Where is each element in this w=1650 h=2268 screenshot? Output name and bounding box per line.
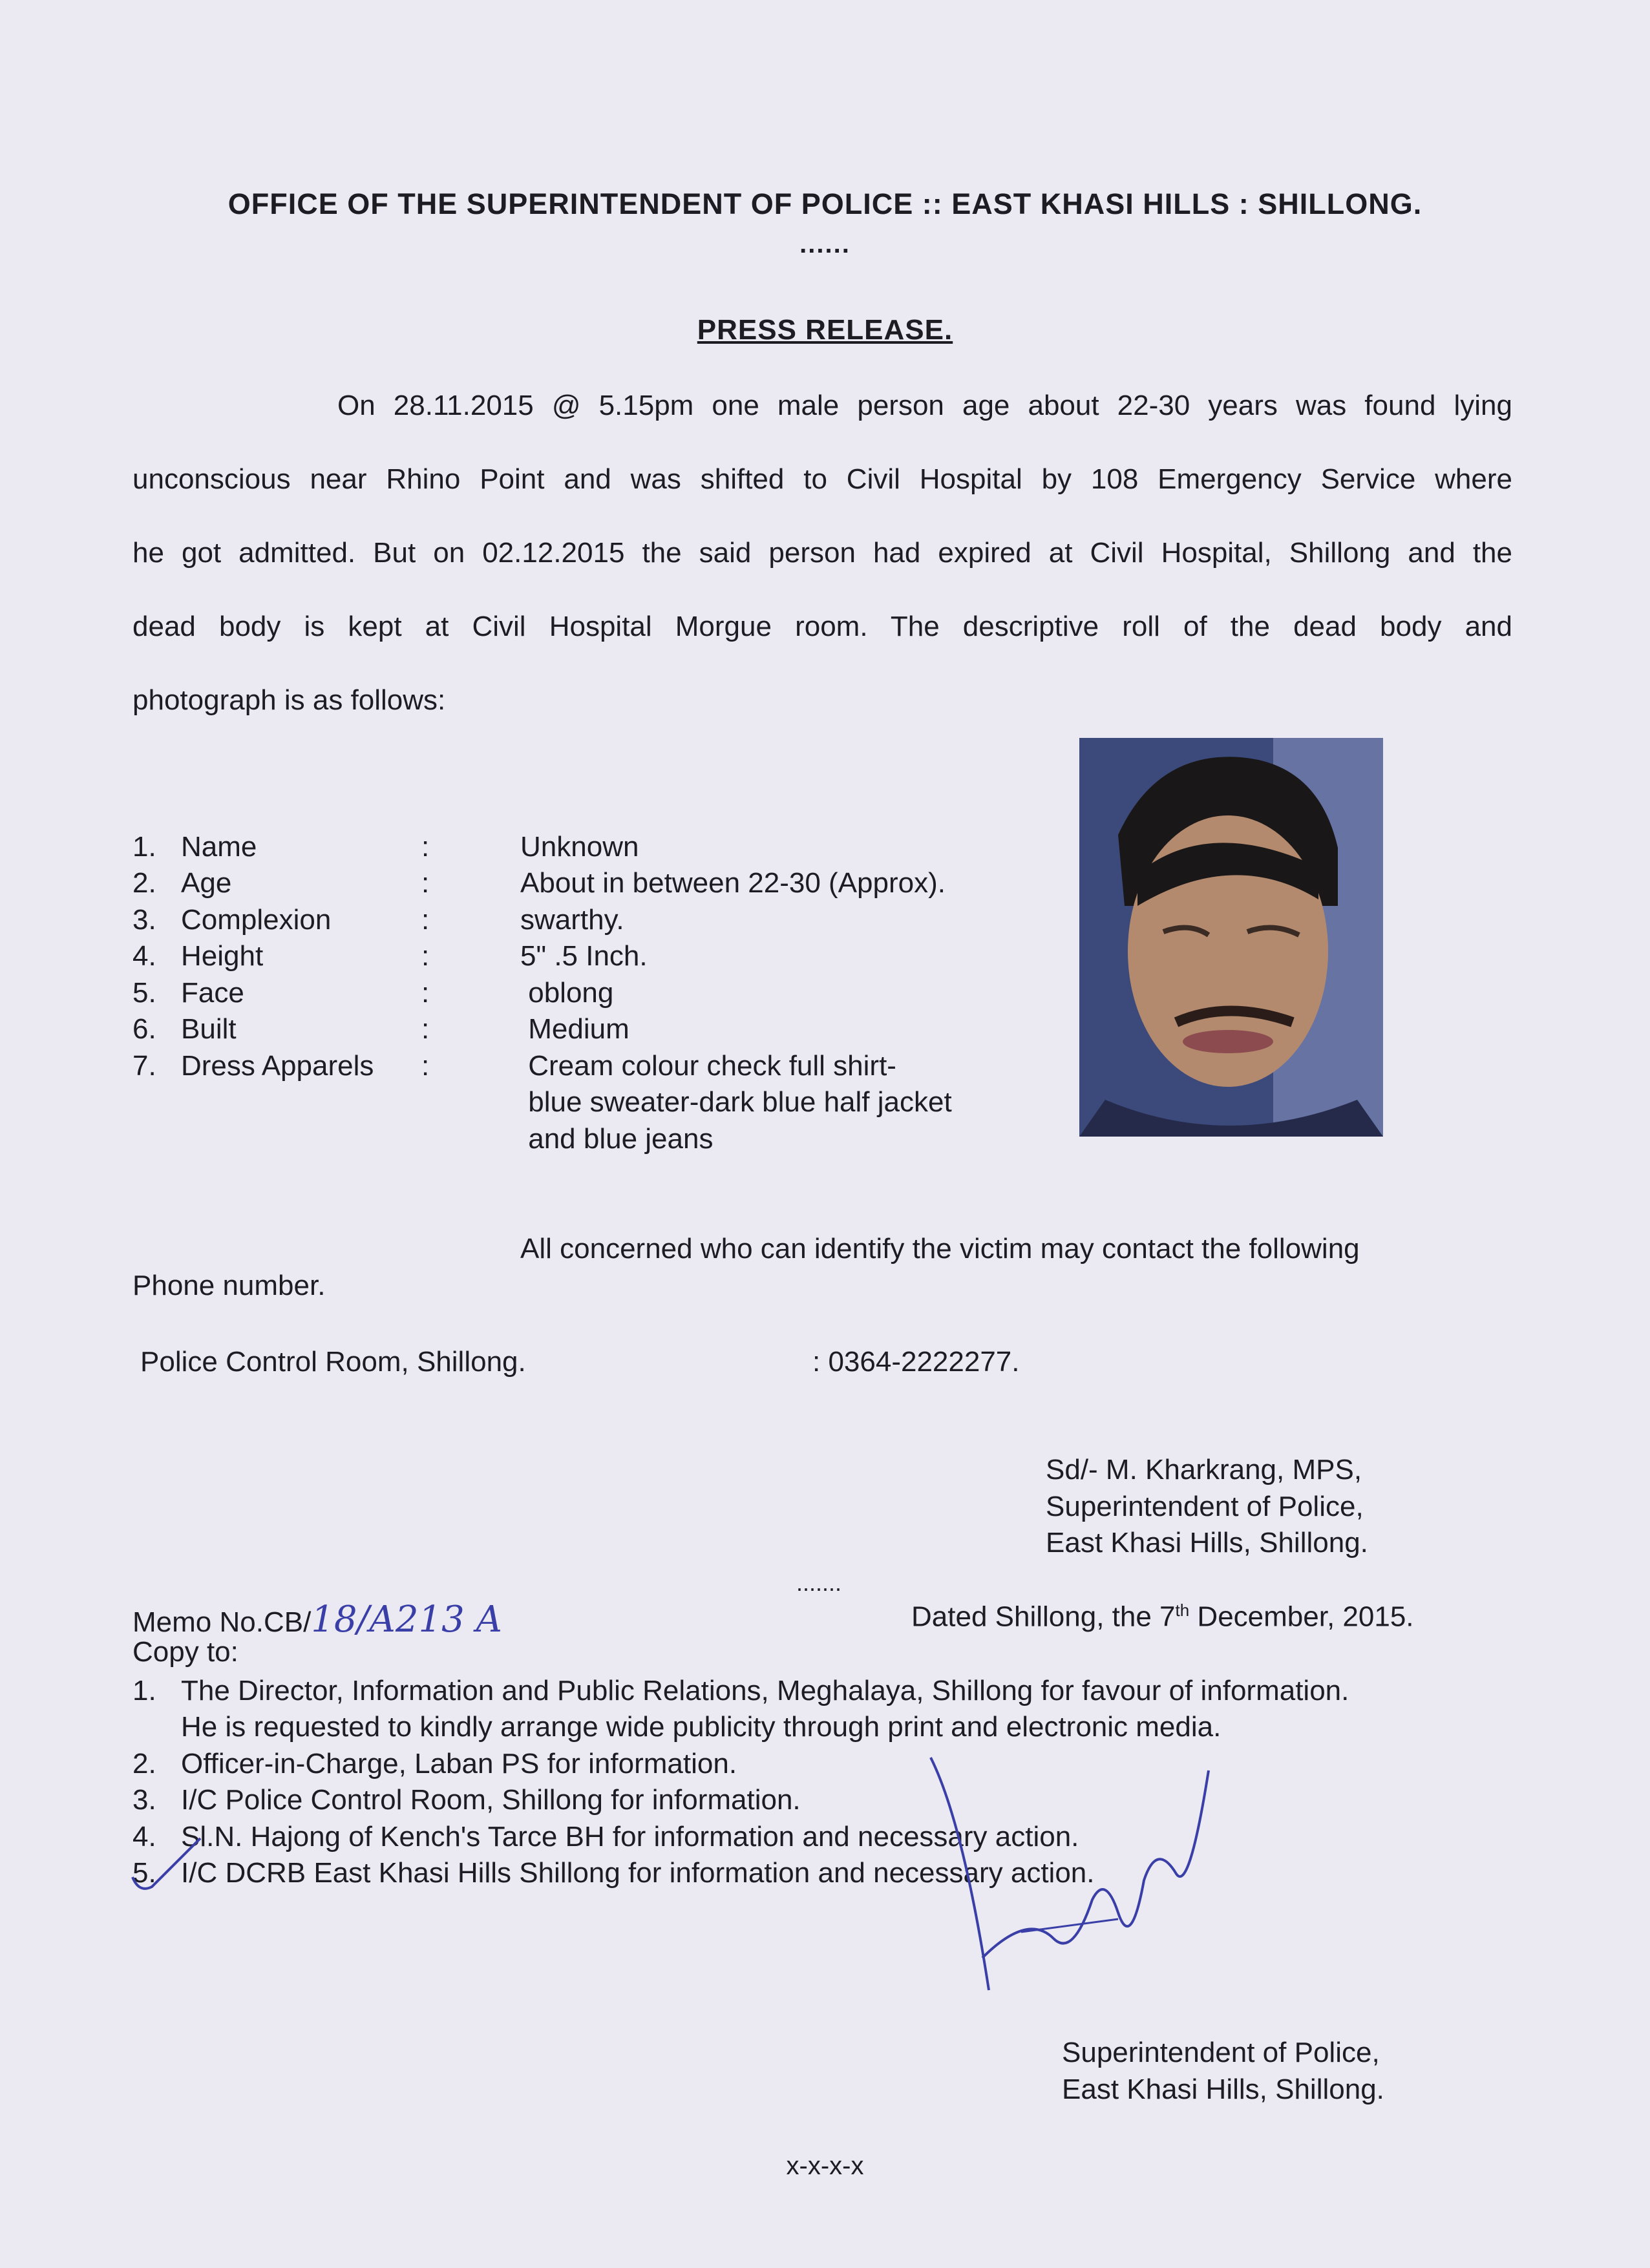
date-ordinal: th [1175, 1601, 1190, 1620]
copy-item-text: I/C Police Control Room, Shillong for information. [181, 1784, 801, 1816]
roll-label: Height [181, 940, 264, 972]
memo-separator: ....... [796, 1570, 842, 1596]
signatory-line: East Khasi Hills, Shillong. [1046, 1527, 1368, 1559]
roll-value: blue sweater-dark blue half jacket [520, 1086, 952, 1118]
roll-value: and blue jeans [520, 1123, 714, 1155]
signatory-line: Sd/- M. Kharkrang, MPS, [1046, 1454, 1362, 1486]
copy-item-text: Officer-in-Charge, Laban PS for information. [181, 1748, 737, 1780]
roll-number: 2. [132, 867, 156, 899]
intro-line: On 28.11.2015 @ 5.15pm one male person age about 22-30 years was found lying [337, 390, 1512, 421]
copy-item-text: Sl.N. Hajong of Kench's Tarce BH for information and necessary action. [181, 1821, 1079, 1853]
memo-date [911, 1602, 1414, 1632]
roll-label: Age [181, 867, 232, 899]
roll-number: 7. [132, 1050, 156, 1082]
pen-tick-mark [123, 1832, 213, 1903]
memo-handwritten-number: 18/A213 A [311, 1599, 502, 1641]
contact-line: Phone number. [132, 1270, 326, 1301]
intro-line: unconscious near Rhino Point and was shifted to Civil Hospital by 108 Emergency Service where [132, 463, 1512, 495]
roll-colon: : [421, 867, 430, 899]
roll-label: Name [181, 831, 257, 863]
copy-item-number: 1. [132, 1675, 156, 1706]
roll-value: Cream colour check full shirt- [520, 1050, 896, 1082]
roll-number: 1. [132, 831, 156, 863]
intro-line: dead body is kept at Civil Hospital Morgue room. The descriptive roll of the dead body and [132, 611, 1512, 642]
contact-line: All concerned who can identify the victim may contact the following [520, 1233, 1360, 1265]
roll-number: 4. [132, 940, 156, 972]
copy-item-number: 4. [132, 1821, 156, 1853]
roll-value: oblong [520, 977, 614, 1009]
copy-item-text: The Director, Information and Public Relations, Meghalaya, Shillong for favour of information. [181, 1675, 1349, 1706]
signature-icon [924, 1745, 1228, 2003]
date-suffix: December, 2015. [1189, 1601, 1414, 1633]
roll-label: Complexion [181, 904, 332, 936]
roll-colon: : [421, 904, 430, 936]
copy-item-text: I/C DCRB East Khasi Hills Shillong for information and necessary action. [181, 1857, 1095, 1889]
date-prefix: Dated Shillong, the 7 [911, 1601, 1176, 1633]
roll-value: 5" .5 Inch. [520, 940, 648, 972]
end-mark: x-x-x-x [786, 2152, 864, 2180]
roll-value: swarthy. [520, 904, 624, 936]
roll-value: About in between 22-30 (Approx). [520, 867, 946, 899]
victim-photograph [1079, 738, 1383, 1137]
copy-item-number: 3. [132, 1784, 156, 1816]
signatory-line: Superintendent of Police, [1046, 1491, 1364, 1522]
roll-label: Built [181, 1013, 237, 1045]
copy-item-number: 2. [132, 1748, 156, 1780]
contact-phone: : 0364-2222277. [812, 1346, 1020, 1378]
roll-colon: : [421, 1013, 430, 1045]
copy-item-text: He is requested to kindly arrange wide publicity through print and electronic media. [181, 1711, 1222, 1743]
roll-colon: : [421, 1050, 430, 1082]
roll-label: Dress Apparels [181, 1050, 374, 1082]
contact-place: Police Control Room, Shillong. [140, 1346, 526, 1378]
copy-to-label: Copy to: [132, 1636, 238, 1668]
press-release-title: PRESS RELEASE. [697, 314, 953, 346]
heading-separator: ...... [799, 230, 851, 258]
roll-colon: : [421, 831, 430, 863]
intro-line: he got admitted. But on 02.12.2015 the said person had expired at Civil Hospital, Shillong and the [132, 537, 1512, 569]
roll-colon: : [421, 977, 430, 1009]
copy-item-number: 5. [132, 1857, 156, 1889]
office-heading: OFFICE OF THE SUPERINTENDENT OF POLICE :: EAST KHASI HILLS : SHILLONG. [227, 187, 1423, 220]
roll-number: 3. [132, 904, 156, 936]
roll-colon: : [421, 940, 430, 972]
roll-label: Face [181, 977, 244, 1009]
roll-number: 6. [132, 1013, 156, 1045]
memo-prefix: Memo No.CB/ [132, 1606, 312, 1638]
footer-signatory-line: East Khasi Hills, Shillong. [1062, 2074, 1384, 2105]
intro-line: photograph is as follows: [132, 684, 446, 716]
roll-number: 5. [132, 977, 156, 1009]
roll-value: Unknown [520, 831, 639, 863]
footer-signatory-line: Superintendent of Police, [1062, 2037, 1380, 2068]
memo-number [132, 1599, 502, 1641]
roll-value: Medium [520, 1013, 629, 1045]
